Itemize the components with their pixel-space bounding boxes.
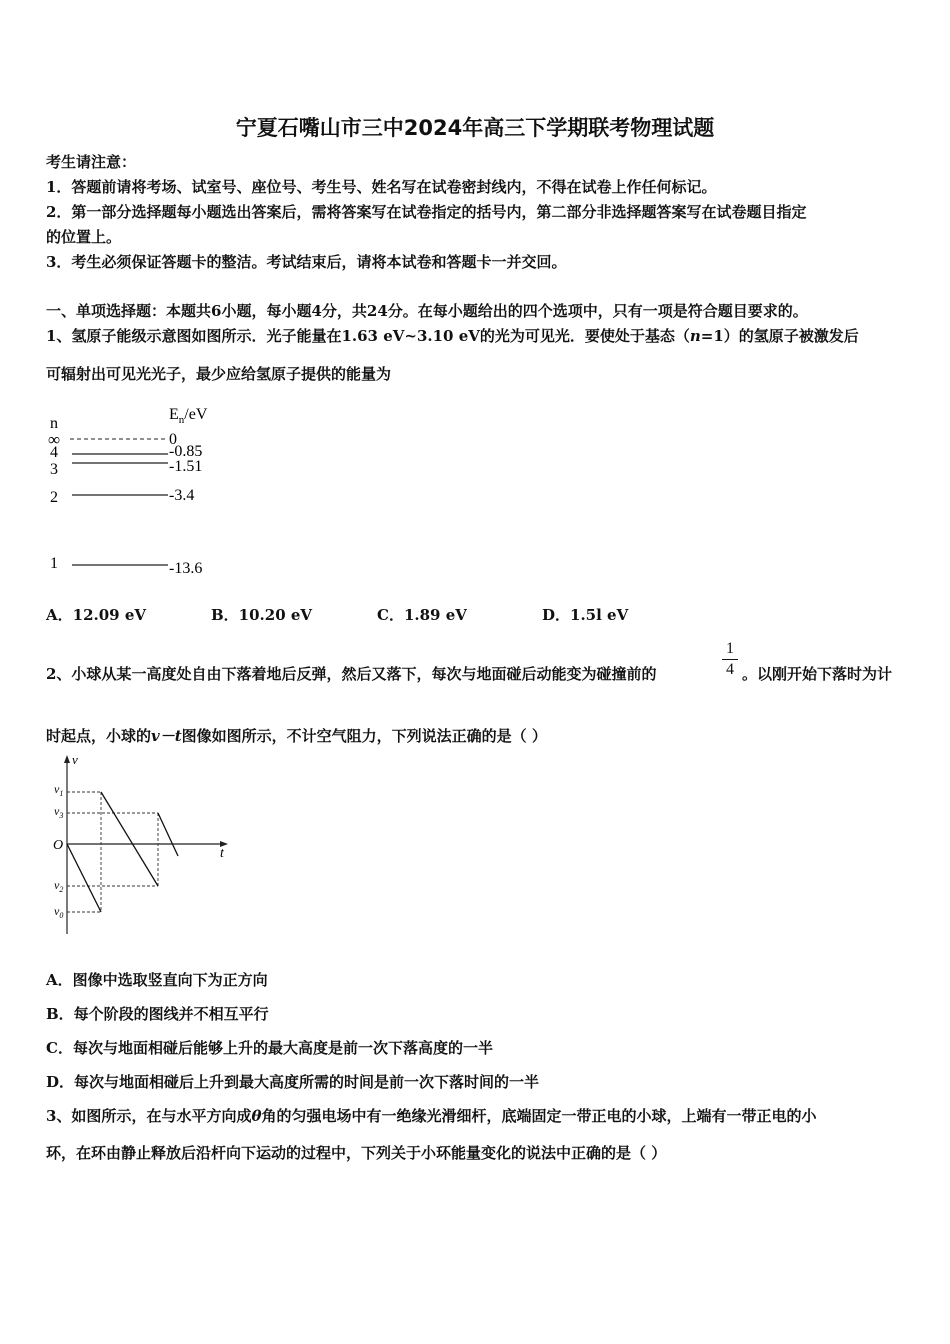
diagram-energy-label — [169, 406, 208, 426]
page-title: 宁夏石嘴山市三中2024年高三下学期联考物理试题 — [235, 116, 715, 140]
segment-bounce-2 — [158, 813, 178, 856]
level-e-2: -3.4 — [169, 487, 195, 504]
velocity-time-graph — [40, 752, 240, 942]
notice-item-1: 1．答题前请将考场、试室号、座位号、考生号、姓名写在试卷密封线内，不得在试卷上作任何标记。 — [46, 178, 717, 196]
v-axis-label: v — [72, 752, 78, 767]
segment-fall-1 — [67, 844, 101, 912]
level-e-1: -13.6 — [169, 560, 203, 577]
level-n-3: 3 — [50, 461, 58, 478]
v-axis-arrow — [64, 755, 70, 763]
level-e-3: -1.51 — [169, 458, 203, 475]
notice-item-2-cont: 的位置上。 — [46, 228, 122, 246]
v1-label — [54, 782, 63, 798]
q2-option-a: A．图像中选取竖直向下为正方向 — [46, 971, 268, 989]
diagram-energy-e: E — [169, 406, 179, 423]
q2-stem-var: v－t — [151, 727, 182, 745]
level-n-1: 1 — [50, 555, 58, 572]
v1-label-sub: 1 — [59, 789, 64, 798]
q2-fraction-bar — [722, 659, 738, 660]
q3-stem-line1 — [46, 1106, 816, 1126]
q1-stem-text-post: =1）的氢原子被激发后 — [700, 327, 859, 345]
energy-level-diagram — [40, 400, 230, 585]
q2-fraction-denominator: 4 — [726, 661, 734, 678]
q2-fraction — [722, 640, 738, 679]
v2-label-sub: 2 — [59, 885, 64, 894]
diagram-energy-sub: n — [178, 414, 185, 426]
v3-label — [54, 804, 63, 820]
v2-label-main: v — [54, 878, 60, 892]
q2-stem-line1: 2、小球从某一高度处自由下落着地后反弹，然后又落下，每次与地面碰后动能变为碰撞前的 — [46, 665, 657, 683]
level-e-4: -0.85 — [169, 443, 203, 460]
q2-stem-text: 时起点，小球的 — [46, 727, 152, 745]
v0-label — [54, 904, 63, 920]
q1-stem-n: n — [689, 327, 701, 345]
q2-stem-line2 — [46, 726, 547, 746]
diagram-energy-unit: /eV — [184, 406, 208, 423]
q2-stem-text-post: 图像如图所示，不计空气阻力，下列说法正确的是（ ） — [181, 727, 547, 745]
q1-stem-line2: 可辐射出可见光光子，最少应给氢原子提供的能量为 — [46, 365, 392, 383]
q3-stem-theta: θ — [251, 1107, 262, 1125]
q3-stem-text-post: 角的匀强电场中有一绝缘光滑细杆，底端固定一带正电的小球，上端有一带正电的小 — [261, 1107, 817, 1125]
v2-label — [54, 878, 63, 894]
q1-option-d: D．1.5l eV — [542, 606, 629, 624]
notice-item-2: 2．第一部分选择题每小题选出答案后，需将答案写在试卷指定的括号内，第二部分非选择题答案写在试卷题目指定 — [46, 203, 807, 221]
level-n-4: 4 — [50, 444, 58, 461]
q1-option-a: A．12.09 eV — [46, 606, 147, 624]
t-axis-label: t — [220, 846, 224, 861]
q3-stem-line2: 环，在环由静止释放后沿杆向下运动的过程中，下列关于小环能量变化的说法中正确的是（ ） — [46, 1144, 667, 1162]
q2-stem-line1-post: 。以刚开始下落时为计 — [742, 665, 893, 683]
level-n-2: 2 — [50, 489, 58, 506]
v0-label-sub: 0 — [59, 911, 64, 920]
notice-item-3: 3．考生必须保证答题卡的整洁。考试结束后，请将本试卷和答题卡一并交回。 — [46, 253, 567, 271]
origin-label: O — [53, 838, 64, 853]
q2-fraction-numerator: 1 — [726, 640, 734, 657]
notice-heading: 考生请注意： — [46, 153, 137, 171]
segment-bounce-1 — [101, 792, 158, 886]
v0-label-main: v — [54, 904, 60, 918]
q1-option-c: C．1.89 eV — [377, 606, 467, 624]
q2-option-c: C．每次与地面相碰后能够上升的最大高度是前一次下落高度的一半 — [46, 1039, 493, 1057]
q2-option-b: B．每个阶段的图线并不相互平行 — [46, 1005, 269, 1023]
level-n-inf: ∞ — [48, 430, 61, 449]
q2-option-d: D．每次与地面相碰后上升到最大高度所需的时间是前一次下落时间的一半 — [46, 1073, 540, 1091]
level-e-inf: 0 — [169, 431, 177, 448]
q1-stem-line1 — [46, 326, 859, 346]
v1-label-main: v — [54, 782, 60, 796]
q1-stem-text: 1、氢原子能级示意图如图所示．光子能量在1.63 eV~3.10 eV的光为可见光．要使处于基态（ — [46, 327, 690, 345]
q3-stem-text: 3、如图所示，在与水平方向成 — [46, 1107, 252, 1125]
diagram-n-label: n — [50, 415, 58, 432]
v3-label-main: v — [54, 804, 60, 818]
v3-label-sub: 3 — [59, 811, 64, 820]
section-heading: 一、单项选择题：本题共6小题，每小题4分，共24分。在每小题给出的四个选项中，只有一项是符合题目要求的。 — [46, 302, 808, 320]
q1-option-b: B．10.20 eV — [211, 606, 313, 624]
